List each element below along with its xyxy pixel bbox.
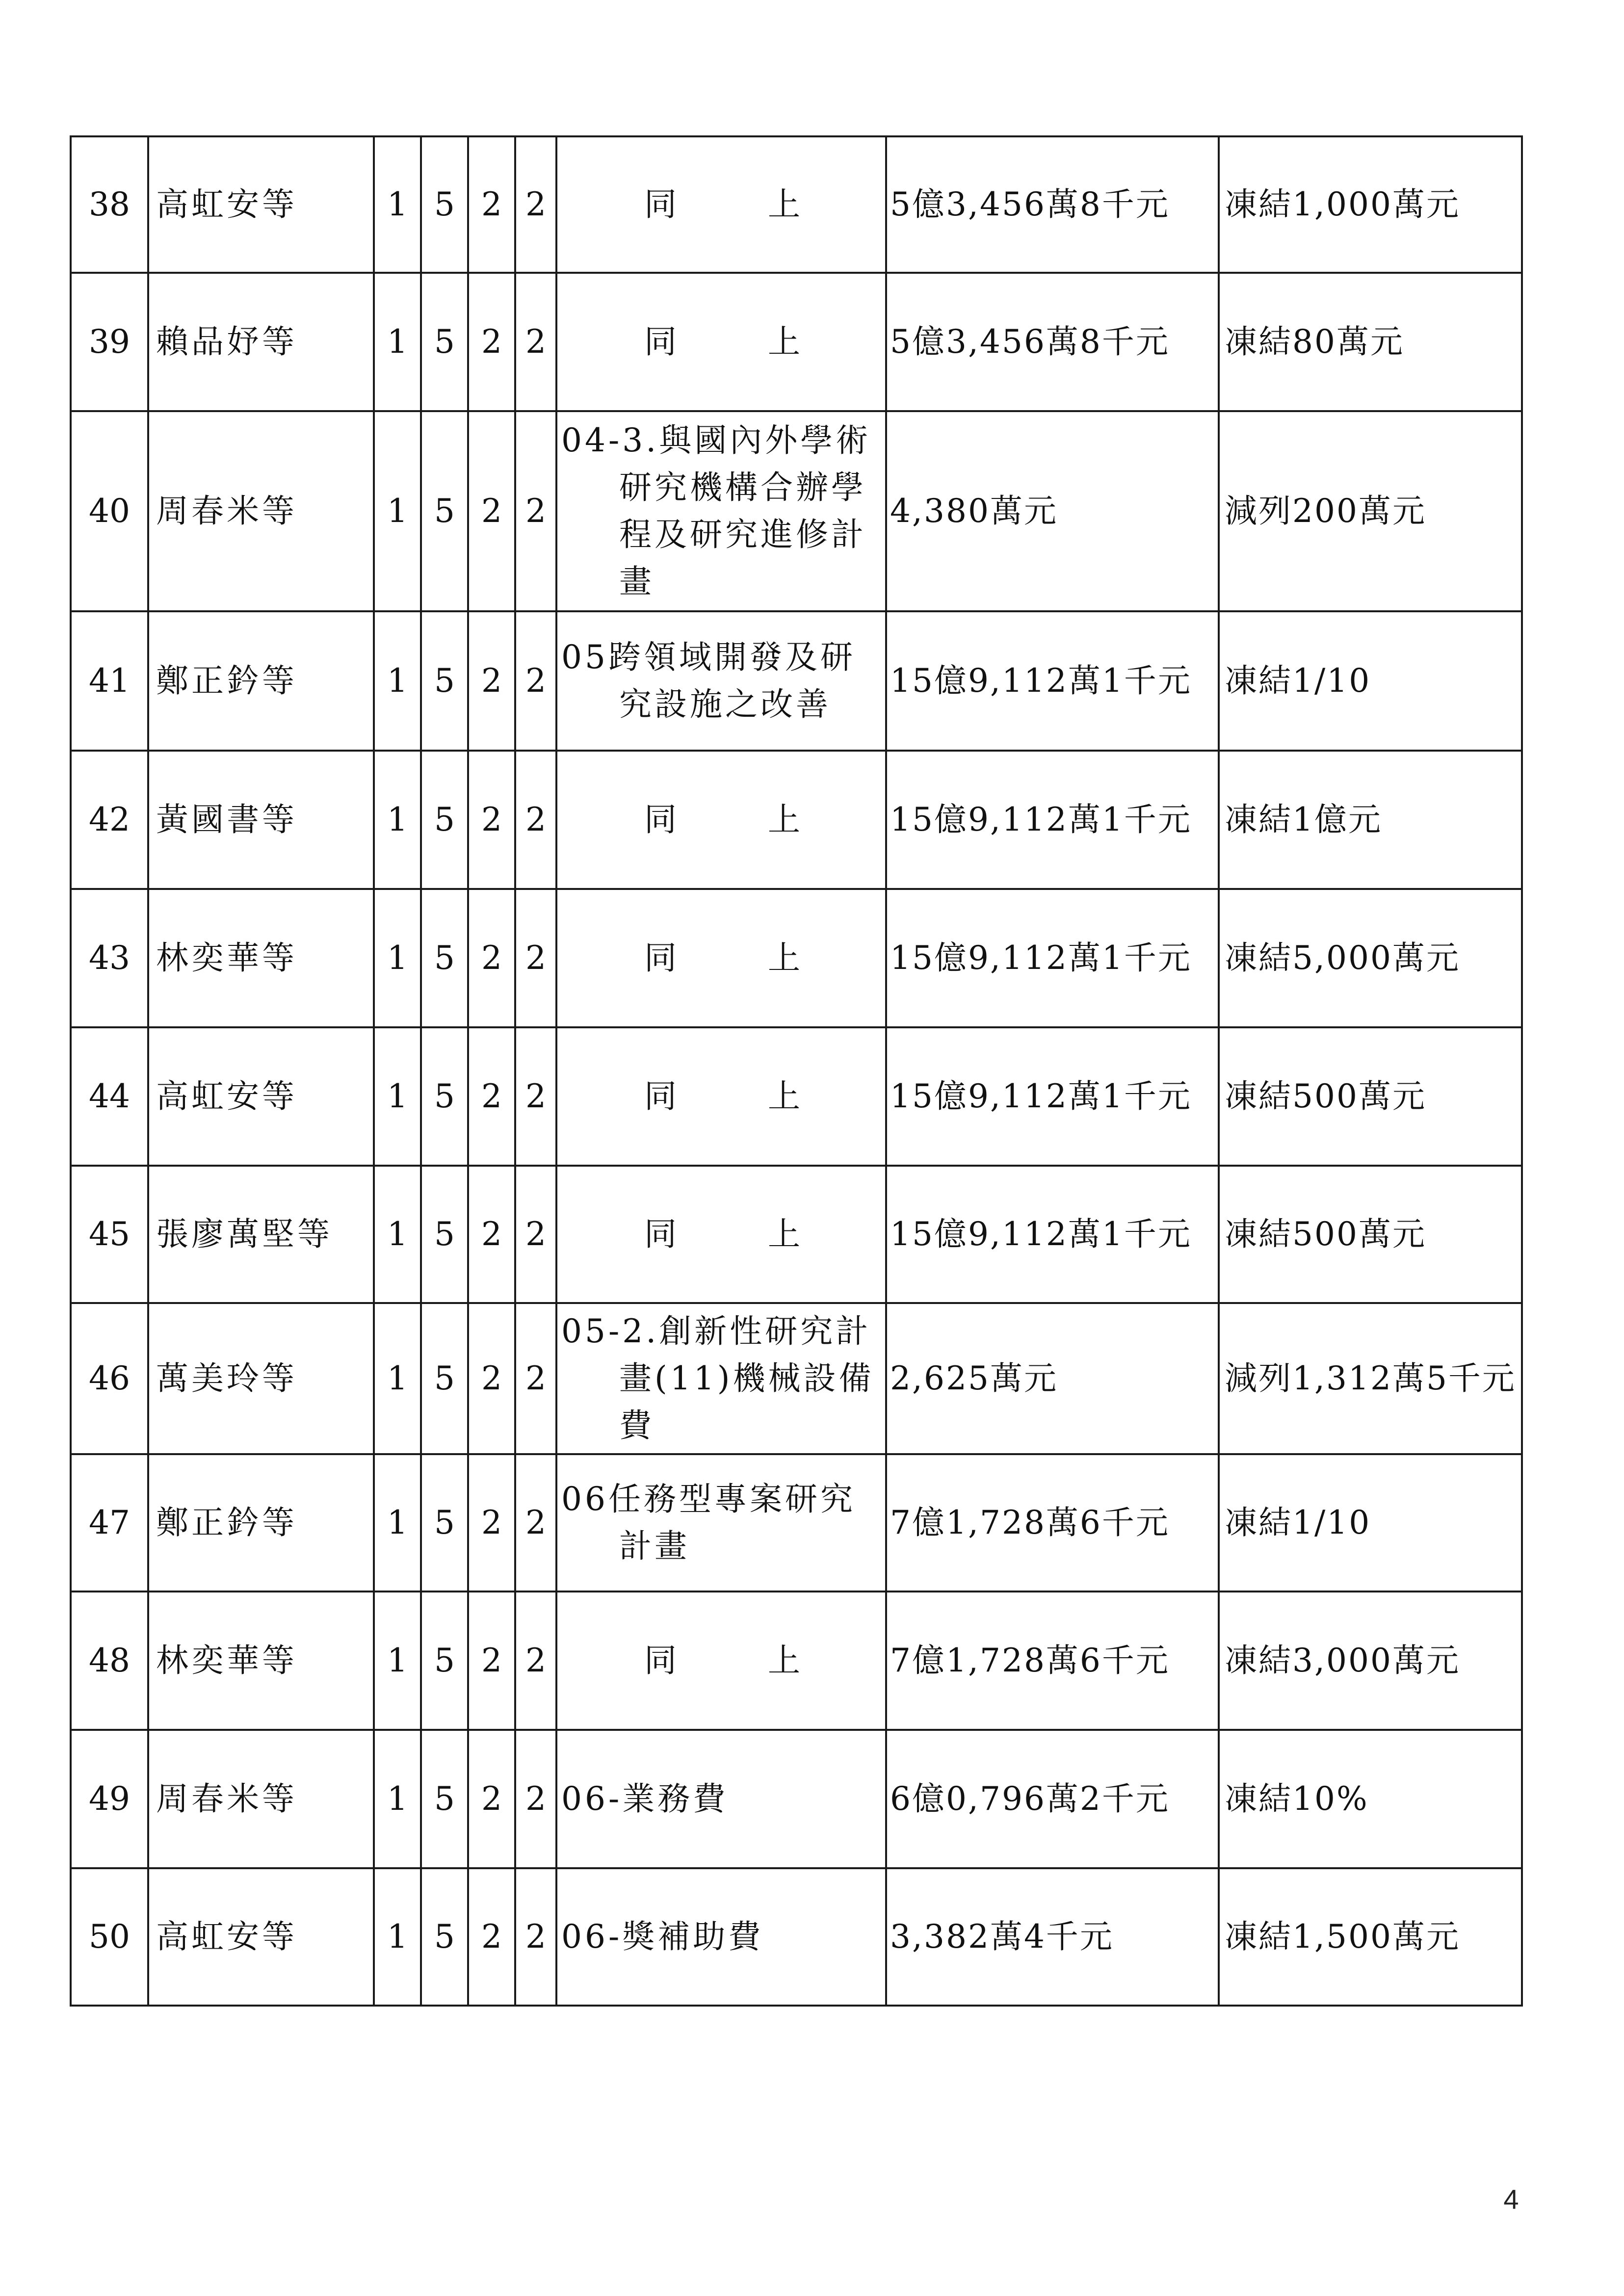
- table-row: [71, 611, 1522, 751]
- budget-item-text: 06-獎補助費: [561, 1918, 764, 1956]
- proposer-cell: 高虹安等: [148, 1027, 374, 1166]
- budget-item-cell: [556, 889, 886, 1027]
- budget-item-text: 05跨領域開發及研究設施之改善: [561, 638, 856, 723]
- code-digit-4-cell: 2: [515, 411, 556, 611]
- proposer-cell: 林奕華等: [148, 1592, 374, 1730]
- row-number-cell: 45: [71, 1166, 148, 1303]
- budget-item-text: 06任務型專案研究計畫: [561, 1480, 856, 1565]
- code-digit-3-cell: 2: [468, 751, 515, 889]
- code-digit-4-cell: 2: [515, 751, 556, 889]
- budget-item-cell: [556, 1454, 886, 1592]
- code-digit-1-cell: 1: [374, 1730, 421, 1868]
- code-digit-2-cell: 5: [421, 1868, 468, 2006]
- code-digit-3-cell: 2: [468, 1868, 515, 2006]
- budget-item-text: 同 上: [644, 185, 830, 223]
- table-row: [71, 273, 1522, 411]
- proposer-cell: 賴品妤等: [148, 273, 374, 411]
- proposer-cell: 鄭正鈐等: [148, 1454, 374, 1592]
- code-digit-1-cell: 1: [374, 136, 421, 273]
- motion-action-cell: 凍結1/10: [1219, 1454, 1522, 1592]
- row-number-cell: 43: [71, 889, 148, 1027]
- code-digit-1-cell: 1: [374, 611, 421, 751]
- budget-item-text: 同 上: [644, 939, 830, 977]
- code-digit-1-cell: 1: [374, 889, 421, 1027]
- budget-amount-cell: 5億3,456萬8千元: [886, 273, 1219, 411]
- budget-item-cell: [556, 1868, 886, 2006]
- code-digit-4-cell: 2: [515, 273, 556, 411]
- code-digit-1-cell: 1: [374, 1868, 421, 2006]
- code-digit-1-cell: 1: [374, 1303, 421, 1454]
- code-digit-2-cell: 5: [421, 1730, 468, 1868]
- budget-item-text: 05-2.創新性研究計畫(11)機械設備費: [561, 1312, 874, 1444]
- row-number-cell: 40: [71, 411, 148, 611]
- code-digit-1-cell: 1: [374, 1027, 421, 1166]
- code-digit-2-cell: 5: [421, 1027, 468, 1166]
- proposer-cell: 張廖萬堅等: [148, 1166, 374, 1303]
- code-digit-3-cell: 2: [468, 136, 515, 273]
- budget-amount-cell: 15億9,112萬1千元: [886, 611, 1219, 751]
- code-digit-1-cell: 1: [374, 751, 421, 889]
- code-digit-2-cell: 5: [421, 411, 468, 611]
- budget-item-cell: [556, 273, 886, 411]
- code-digit-3-cell: 2: [468, 1303, 515, 1454]
- budget-item-text: 同 上: [644, 1642, 830, 1679]
- motion-action-cell: 凍結1億元: [1219, 751, 1522, 889]
- budget-amount-cell: 15億9,112萬1千元: [886, 1166, 1219, 1303]
- row-number-cell: 42: [71, 751, 148, 889]
- budget-amount-cell: 5億3,456萬8千元: [886, 136, 1219, 273]
- table-row: [71, 1730, 1522, 1868]
- proposer-cell: 周春米等: [148, 1730, 374, 1868]
- code-digit-2-cell: 5: [421, 1592, 468, 1730]
- motion-action-cell: 凍結10%: [1219, 1730, 1522, 1868]
- table-row: [71, 1454, 1522, 1592]
- code-digit-4-cell: 2: [515, 1027, 556, 1166]
- budget-amount-cell: 7億1,728萬6千元: [886, 1454, 1219, 1592]
- row-number-cell: 41: [71, 611, 148, 751]
- budget-amount-cell: 4,380萬元: [886, 411, 1219, 611]
- row-number-cell: 38: [71, 136, 148, 273]
- row-number-cell: 48: [71, 1592, 148, 1730]
- table-row: [71, 411, 1522, 611]
- proposer-cell: 林奕華等: [148, 889, 374, 1027]
- code-digit-4-cell: 2: [515, 136, 556, 273]
- proposer-cell: 黃國書等: [148, 751, 374, 889]
- motion-action-cell: 凍結80萬元: [1219, 273, 1522, 411]
- budget-item-cell: [556, 1730, 886, 1868]
- budget-motion-table: [70, 135, 1523, 2007]
- budget-item-text: 04-3.與國內外學術研究機構合辦學程及研究進修計畫: [561, 421, 871, 600]
- code-digit-1-cell: 1: [374, 273, 421, 411]
- row-number-cell: 46: [71, 1303, 148, 1454]
- row-number-cell: 47: [71, 1454, 148, 1592]
- code-digit-2-cell: 5: [421, 1303, 468, 1454]
- budget-amount-cell: 2,625萬元: [886, 1303, 1219, 1454]
- budget-amount-cell: 15億9,112萬1千元: [886, 1027, 1219, 1166]
- proposer-cell: 鄭正鈐等: [148, 611, 374, 751]
- code-digit-2-cell: 5: [421, 751, 468, 889]
- code-digit-2-cell: 5: [421, 889, 468, 1027]
- budget-item-text: 同 上: [644, 1077, 830, 1115]
- code-digit-2-cell: 5: [421, 1166, 468, 1303]
- table-row: [71, 1303, 1522, 1454]
- row-number-cell: 39: [71, 273, 148, 411]
- budget-item-cell: [556, 1592, 886, 1730]
- budget-item-cell: [556, 411, 886, 611]
- code-digit-3-cell: 2: [468, 273, 515, 411]
- table-row: [71, 751, 1522, 889]
- motion-action-cell: 凍結5,000萬元: [1219, 889, 1522, 1027]
- proposer-cell: 周春米等: [148, 411, 374, 611]
- code-digit-1-cell: 1: [374, 411, 421, 611]
- row-number-cell: 50: [71, 1868, 148, 2006]
- budget-item-cell: [556, 136, 886, 273]
- proposer-cell: 高虹安等: [148, 1868, 374, 2006]
- code-digit-4-cell: 2: [515, 1303, 556, 1454]
- code-digit-1-cell: 1: [374, 1454, 421, 1592]
- motion-action-cell: 凍結500萬元: [1219, 1027, 1522, 1166]
- row-number-cell: 44: [71, 1027, 148, 1166]
- table-row: [71, 1166, 1522, 1303]
- table-row: [71, 1868, 1522, 2006]
- code-digit-3-cell: 2: [468, 1730, 515, 1868]
- table-row: [71, 136, 1522, 273]
- proposer-cell: 高虹安等: [148, 136, 374, 273]
- code-digit-1-cell: 1: [374, 1592, 421, 1730]
- budget-item-cell: [556, 1303, 886, 1454]
- table-row: [71, 1592, 1522, 1730]
- budget-amount-cell: 6億0,796萬2千元: [886, 1730, 1219, 1868]
- table-row: [71, 1027, 1522, 1166]
- code-digit-4-cell: 2: [515, 1166, 556, 1303]
- code-digit-3-cell: 2: [468, 611, 515, 751]
- code-digit-3-cell: 2: [468, 1166, 515, 1303]
- table-body: [71, 136, 1522, 2006]
- code-digit-4-cell: 2: [515, 1730, 556, 1868]
- budget-amount-cell: 7億1,728萬6千元: [886, 1592, 1219, 1730]
- motion-action-cell: 凍結3,000萬元: [1219, 1592, 1522, 1730]
- row-number-cell: 49: [71, 1730, 148, 1868]
- code-digit-4-cell: 2: [515, 1454, 556, 1592]
- budget-amount-cell: 15億9,112萬1千元: [886, 751, 1219, 889]
- budget-item-cell: [556, 751, 886, 889]
- budget-item-text: 06-業務費: [561, 1780, 729, 1818]
- code-digit-3-cell: 2: [468, 411, 515, 611]
- code-digit-3-cell: 2: [468, 1027, 515, 1166]
- code-digit-4-cell: 2: [515, 611, 556, 751]
- code-digit-4-cell: 2: [515, 1592, 556, 1730]
- motion-action-cell: 凍結1,000萬元: [1219, 136, 1522, 273]
- page-number: 4: [1503, 2184, 1519, 2215]
- code-digit-4-cell: 2: [515, 1868, 556, 2006]
- code-digit-3-cell: 2: [468, 1454, 515, 1592]
- budget-item-cell: [556, 611, 886, 751]
- motion-action-cell: 凍結1/10: [1219, 611, 1522, 751]
- code-digit-2-cell: 5: [421, 273, 468, 411]
- code-digit-4-cell: 2: [515, 889, 556, 1027]
- code-digit-2-cell: 5: [421, 1454, 468, 1592]
- table-row: [71, 889, 1522, 1027]
- code-digit-2-cell: 5: [421, 611, 468, 751]
- motion-action-cell: 減列200萬元: [1219, 411, 1522, 611]
- code-digit-2-cell: 5: [421, 136, 468, 273]
- budget-amount-cell: 3,382萬4千元: [886, 1868, 1219, 2006]
- budget-item-text: 同 上: [644, 801, 830, 838]
- budget-item-text: 同 上: [644, 323, 830, 361]
- code-digit-1-cell: 1: [374, 1166, 421, 1303]
- motion-action-cell: 凍結500萬元: [1219, 1166, 1522, 1303]
- proposer-cell: 萬美玲等: [148, 1303, 374, 1454]
- motion-action-cell: 凍結1,500萬元: [1219, 1868, 1522, 2006]
- budget-amount-cell: 15億9,112萬1千元: [886, 889, 1219, 1027]
- motion-action-cell: 減列1,312萬5千元: [1219, 1303, 1522, 1454]
- budget-item-cell: [556, 1166, 886, 1303]
- code-digit-3-cell: 2: [468, 889, 515, 1027]
- budget-item-cell: [556, 1027, 886, 1166]
- budget-item-text: 同 上: [644, 1215, 830, 1253]
- code-digit-3-cell: 2: [468, 1592, 515, 1730]
